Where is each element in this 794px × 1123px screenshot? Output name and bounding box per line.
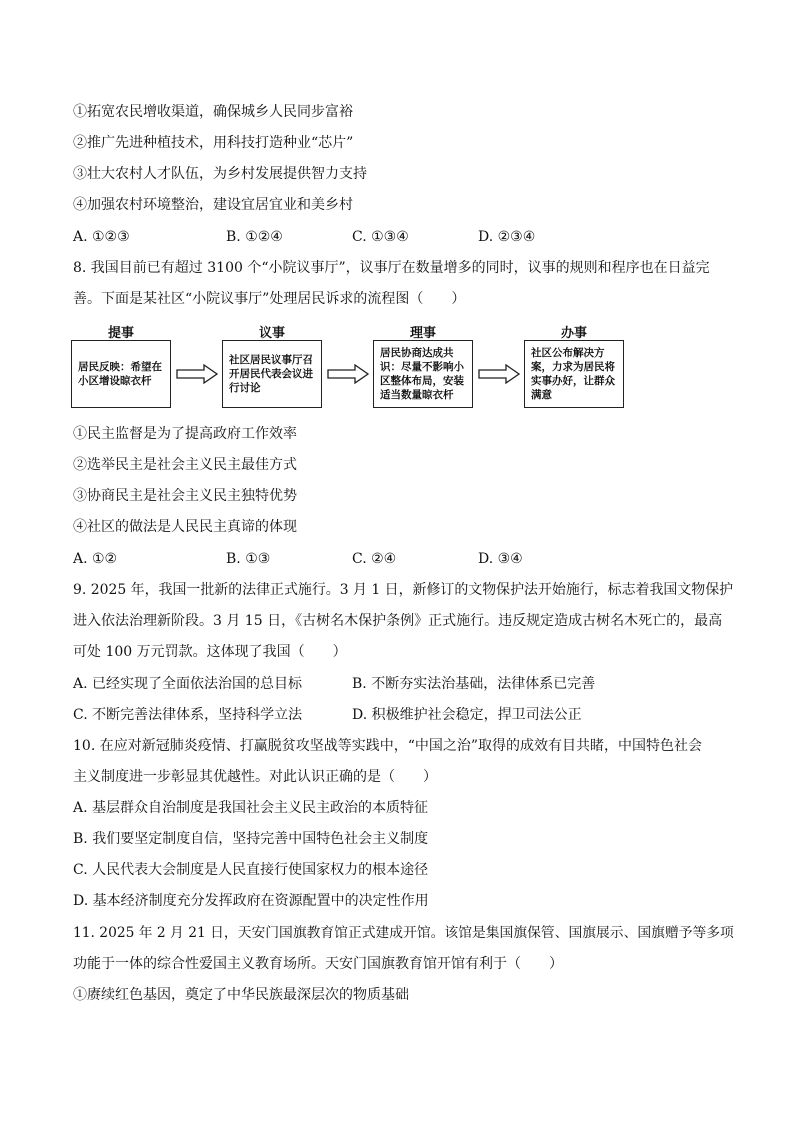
q10-stem-line-2: 主义制度进一步彰显其优越性。对此认识正确的是（ ） xyxy=(73,769,437,785)
q11-item-1: ①赓续红色基因，奠定了中华民族最深层次的物质基础 xyxy=(73,987,409,1003)
flow-step-1-box xyxy=(71,340,171,408)
q8-stem-line-2: 善。下面是某社区“小院议事厅”处理居民诉求的流程图（ ） xyxy=(73,291,466,307)
q8-item-2: ②选举民主是社会主义民主最佳方式 xyxy=(73,457,297,473)
q9-stem-line-3: 可处 100 万元罚款。这体现了我国（ ） xyxy=(73,644,347,660)
q9-option-a: A. 已经实现了全面依法治国的总目标 xyxy=(73,676,303,692)
q8-item-3: ③协商民主是社会主义民主独特优势 xyxy=(73,488,297,504)
flow-arrow-icon xyxy=(327,364,369,384)
q9-option-c: C. 不断完善法律体系，坚持科学立法 xyxy=(73,707,303,723)
flow-step-1-text: 居民反映：希望在小区增设晾衣杆 xyxy=(78,361,162,387)
flow-arrow-icon xyxy=(478,364,520,384)
flow-step-2-text: 社区居民议事厅召开居民代表会议进行讨论 xyxy=(229,354,313,394)
q9-option-b: B. 不断夯实法治基础，法律体系已完善 xyxy=(352,676,596,692)
q8-option-c: C. ②④ xyxy=(352,551,397,567)
q7-option-c: C. ①③④ xyxy=(352,229,409,245)
flow-arrow-icon xyxy=(176,364,218,384)
q10-option-b: B. 我们要坚定制度自信，坚持完善中国特色社会主义制度 xyxy=(73,831,429,847)
q7-option-d: D. ②③④ xyxy=(478,229,536,245)
q7-item-4: ④加强农村环境整治，建设宜居宜业和美乡村 xyxy=(73,197,353,213)
q10-option-c: C. 人民代表大会制度是人民直接行使国家权力的根本途径 xyxy=(73,862,429,878)
q8-item-1: ①民主监督是为了提高政府工作效率 xyxy=(73,426,297,442)
q7-item-1: ①拓宽农民增收渠道，确保城乡人民同步富裕 xyxy=(73,104,353,120)
flow-step-2-box xyxy=(222,340,322,408)
q9-option-d: D. 积极维护社会稳定，捍卫司法公正 xyxy=(352,707,582,723)
q11-stem-line-1: 11. 2025 年 2 月 21 日，天安门国旗教育馆正式建成开馆。该馆是集国旗保管、国旗展示、国旗赠予等多项 xyxy=(73,925,734,941)
flow-step-4-box xyxy=(524,340,624,408)
q9-stem-line-2: 进入依法治理新阶段。3 月 15 日，《古树名木保护条例》正式施行。违反规定造成古树名木死亡的，最高 xyxy=(73,613,723,629)
q9-stem-line-1: 9. 2025 年，我国一批新的法律正式施行。3 月 1 日，新修订的文物保护法开始施行，标志着我国文物保护 xyxy=(73,582,734,598)
flow-step-4-text: 社区公布解决方案，力求为居民将实事办好，让群众满意 xyxy=(531,347,615,401)
q7-item-2: ②推广先进种植技术，用科技打造种业“芯片” xyxy=(73,135,354,151)
q10-stem-line-1: 10. 在应对新冠肺炎疫情、打赢脱贫攻坚战等实践中，“中国之治”取得的成效有目共睹，中国特色社会 xyxy=(73,738,703,754)
flow-step-3-box xyxy=(373,340,473,408)
q8-item-4: ④社区的做法是人民民主真谛的体现 xyxy=(73,519,297,535)
q10-option-a: A. 基层群众自治制度是我国社会主义民主政治的本质特征 xyxy=(73,800,429,816)
flow-step-4-title: 办事 xyxy=(560,326,587,341)
q11-stem-line-2: 功能于一体的综合性爱国主义教育场所。天安门国旗教育馆开馆有利于（ ） xyxy=(73,956,563,972)
q8-option-a: A. ①② xyxy=(73,551,118,567)
q8-option-d: D. ③④ xyxy=(478,551,523,567)
flow-step-3-title: 理事 xyxy=(409,326,436,341)
q8-option-b: B. ①③ xyxy=(226,551,271,567)
q8-stem-line-1: 8. 我国目前已有超过 3100 个“小院议事厅”，议事厅在数量增多的同时，议事的规则和程序也在日益完 xyxy=(73,260,710,276)
flow-step-1-title: 提事 xyxy=(107,326,134,341)
q10-option-d: D. 基本经济制度充分发挥政府在资源配置中的决定性作用 xyxy=(73,893,429,909)
q7-option-b: B. ①②④ xyxy=(226,229,283,245)
flow-step-3-text: 居民协商达成共识：尽量不影响小区整体布局，安装适当数量晾衣杆 xyxy=(380,347,464,401)
q7-item-3: ③壮大农村人才队伍，为乡村发展提供智力支持 xyxy=(73,166,367,182)
flow-step-2-title: 议事 xyxy=(258,326,285,341)
q7-option-a: A. ①②③ xyxy=(73,229,130,245)
